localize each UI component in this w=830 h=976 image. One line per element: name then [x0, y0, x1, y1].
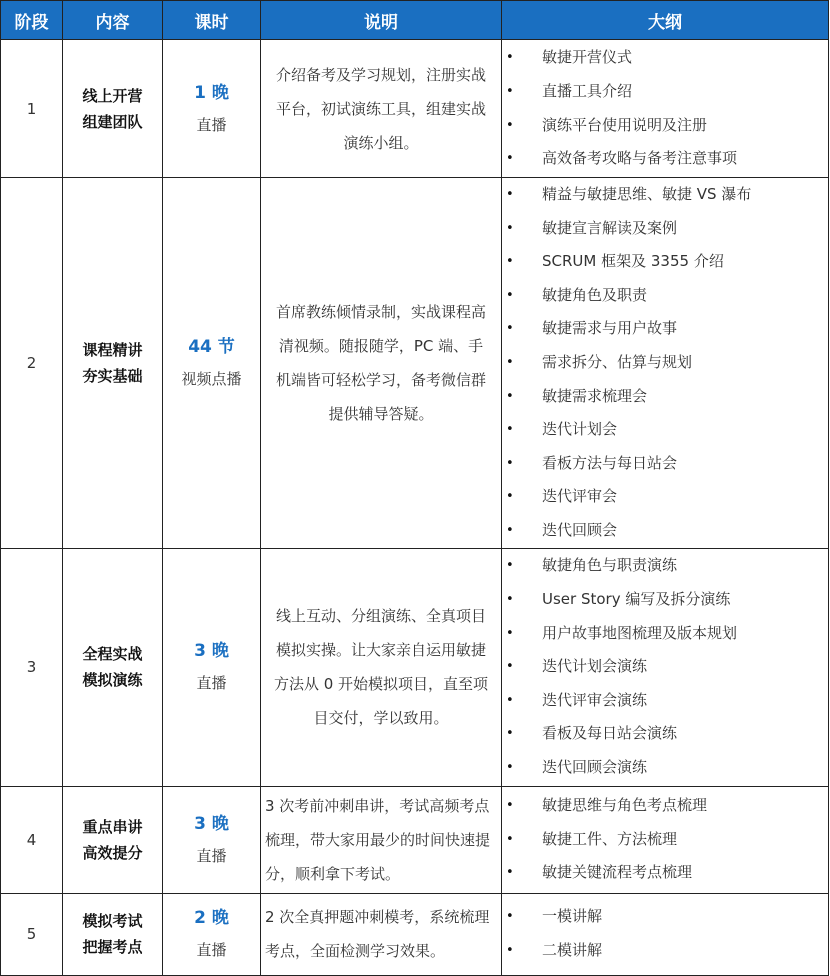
outline-list — [502, 549, 828, 784]
outline-item — [502, 212, 828, 246]
bullet-icon: • — [506, 254, 514, 270]
outline-item — [502, 823, 828, 857]
stage-outline — [502, 548, 829, 786]
outline-item-label: 需求拆分、估算与规划 — [542, 352, 693, 371]
content-line: 夯实基础 — [82, 366, 143, 385]
stage-outline — [502, 178, 829, 549]
bullet-icon: • — [506, 760, 514, 776]
outline-list — [502, 900, 828, 967]
bullet-icon: • — [506, 798, 514, 814]
bullet-icon: • — [506, 151, 514, 167]
table-row — [1, 40, 829, 178]
content-line: 把握考点 — [82, 938, 143, 957]
outline-item — [502, 549, 828, 583]
outline-item-label: 迭代回顾会 — [542, 520, 618, 539]
bullet-icon: • — [506, 592, 514, 608]
stage-description — [261, 786, 502, 893]
stage-outline — [502, 786, 829, 893]
outline-item-label: 一模讲解 — [542, 907, 603, 926]
hours-format: 直播 — [196, 941, 227, 960]
outline-item-label: 用户故事地图梳理及版本规划 — [542, 623, 738, 642]
bullet-icon: • — [506, 422, 514, 438]
hours-format: 直播 — [196, 115, 227, 134]
outline-item-label: 看板方法与每日站会 — [542, 453, 678, 472]
outline-item-label: 精益与敏捷思维、敏捷 VS 瀑布 — [542, 185, 752, 203]
stage-content — [63, 786, 163, 893]
bullet-icon: • — [506, 354, 514, 370]
outline-item — [502, 789, 828, 823]
content-line: 重点串讲 — [82, 817, 143, 836]
table-row — [1, 893, 829, 975]
header-content: 内容 — [63, 1, 163, 40]
description-text: 线上互动、分组演练、全真项目模拟实操。让大家亲自运用敏捷方法从 0 开始模拟项目，直至项目交付，学以致用。 — [273, 607, 489, 728]
outline-item-label: 看板及每日站会演练 — [542, 724, 678, 743]
stage-description — [261, 178, 502, 549]
outline-item-label: 二模讲解 — [542, 941, 603, 960]
bullet-icon: • — [506, 659, 514, 675]
outline-item — [502, 650, 828, 684]
hours-format: 直播 — [196, 674, 227, 693]
outline-item — [502, 514, 828, 548]
outline-item — [502, 41, 828, 75]
bullet-icon: • — [506, 522, 514, 538]
outline-item — [502, 684, 828, 718]
description-text: 2 次全真押题冲刺模考，系统梳理考点，全面检测学习效果。 — [265, 908, 490, 961]
outline-item-label: 迭代评审会 — [542, 487, 618, 506]
stage-hours — [163, 548, 261, 786]
outline-item — [502, 178, 828, 212]
bullet-icon: • — [506, 287, 514, 303]
content-line: 模拟演练 — [82, 671, 143, 690]
stage-outline — [502, 40, 829, 178]
outline-item — [502, 751, 828, 785]
hours-format: 直播 — [196, 846, 227, 865]
outline-item-label: User Story 编写及拆分演练 — [542, 590, 731, 609]
stage-number: 5 — [1, 893, 63, 975]
outline-list — [502, 178, 828, 548]
stage-number: 3 — [1, 548, 63, 786]
stage-hours — [163, 178, 261, 549]
hours-amount: 1 晚 — [194, 82, 229, 103]
outline-item — [502, 142, 828, 176]
outline-item — [502, 447, 828, 481]
header-description: 说明 — [261, 1, 502, 40]
stage-number: 4 — [1, 786, 63, 893]
header-hours: 课时 — [163, 1, 261, 40]
outline-item-label: 敏捷需求梳理会 — [542, 386, 648, 405]
outline-item-label: 敏捷工件、方法梳理 — [542, 829, 678, 848]
bullet-icon: • — [506, 692, 514, 708]
outline-item — [502, 900, 828, 934]
stage-content — [63, 548, 163, 786]
stage-hours — [163, 40, 261, 178]
bullet-icon: • — [506, 943, 514, 959]
outline-item-label: 敏捷开营仪式 — [542, 48, 633, 67]
stage-description — [261, 893, 502, 975]
bullet-icon: • — [506, 909, 514, 925]
outline-item — [502, 480, 828, 514]
outline-item-label: 敏捷角色及职责 — [542, 285, 648, 304]
outline-item-label: 迭代计划会 — [542, 420, 618, 439]
outline-item — [502, 583, 828, 617]
outline-item — [502, 934, 828, 968]
outline-item — [502, 245, 828, 279]
stage-content — [63, 178, 163, 549]
outline-item-label: 敏捷需求与用户故事 — [542, 319, 678, 338]
stage-content — [63, 893, 163, 975]
content-line: 高效提分 — [82, 843, 143, 862]
outline-item-label: 直播工具介绍 — [542, 81, 633, 100]
outline-item — [502, 717, 828, 751]
stage-number: 2 — [1, 178, 63, 549]
bullet-icon: • — [506, 50, 514, 66]
stage-outline — [502, 893, 829, 975]
outline-item — [502, 279, 828, 313]
bullet-icon: • — [506, 117, 514, 133]
hours-amount: 44 节 — [188, 336, 235, 357]
description-text: 介绍备考及学习规划，注册实战平台，初试演练工具，组建实战演练小组。 — [275, 65, 486, 152]
hours-amount: 2 晚 — [194, 908, 229, 929]
bullet-icon: • — [506, 321, 514, 337]
header-row — [1, 1, 829, 40]
bullet-icon: • — [506, 187, 514, 202]
bullet-icon: • — [506, 83, 514, 99]
outline-item-label: 高效备考攻略与备考注意事项 — [542, 149, 738, 168]
hours-amount: 3 晚 — [194, 813, 229, 834]
outline-item-label: 敏捷思维与角色考点梳理 — [542, 796, 708, 815]
bullet-icon: • — [506, 489, 514, 505]
outline-item — [502, 856, 828, 890]
content-line: 课程精讲 — [82, 340, 143, 359]
outline-item-label: 迭代计划会演练 — [542, 657, 648, 676]
bullet-icon: • — [506, 865, 514, 881]
table-row — [1, 178, 829, 549]
bullet-icon: • — [506, 625, 514, 641]
outline-item-label: 敏捷关键流程考点梳理 — [542, 863, 693, 882]
content-line: 组建团队 — [82, 112, 143, 131]
description-text: 3 次考前冲刺串讲，考试高频考点梳理，带大家用最少的时间快速提分，顺利拿下考试。 — [265, 796, 491, 883]
outline-item — [502, 346, 828, 380]
outline-item-label: 敏捷宣言解读及案例 — [542, 218, 678, 237]
stage-hours — [163, 893, 261, 975]
outline-list — [502, 789, 828, 890]
outline-item — [502, 380, 828, 414]
stage-description — [261, 40, 502, 178]
outline-list — [502, 41, 828, 175]
outline-item — [502, 413, 828, 447]
bullet-icon: • — [506, 388, 514, 404]
stage-content — [63, 40, 163, 178]
table-row — [1, 548, 829, 786]
bullet-icon: • — [506, 726, 514, 742]
content-line: 模拟考试 — [82, 912, 143, 931]
content-line: 全程实战 — [82, 645, 143, 664]
header-outline: 大纲 — [502, 1, 829, 40]
outline-item-label: SCRUM 框架及 3355 介绍 — [542, 252, 724, 271]
bullet-icon: • — [506, 455, 514, 471]
stage-hours — [163, 786, 261, 893]
table-row — [1, 786, 829, 893]
description-text: 首席教练倾情录制，实战课程高清视频。随报随学，PC 端、手机端皆可轻松学习，备考微信群提供辅导答疑。 — [275, 302, 486, 423]
bullet-icon: • — [506, 220, 514, 236]
bullet-icon: • — [506, 558, 514, 574]
outline-item-label: 迭代评审会演练 — [542, 690, 648, 709]
stage-number: 1 — [1, 40, 63, 178]
outline-item-label: 演练平台使用说明及注册 — [542, 115, 708, 134]
outline-item — [502, 109, 828, 143]
content-line: 线上开营 — [82, 86, 143, 105]
outline-item — [502, 617, 828, 651]
hours-format: 视频点播 — [181, 369, 242, 388]
bullet-icon: • — [506, 831, 514, 847]
outline-item-label: 迭代回顾会演练 — [542, 758, 648, 777]
outline-item — [502, 75, 828, 109]
hours-amount: 3 晚 — [194, 641, 229, 662]
stage-description — [261, 548, 502, 786]
outline-item — [502, 312, 828, 346]
outline-item-label: 敏捷角色与职责演练 — [542, 556, 678, 575]
header-stage: 阶段 — [1, 1, 63, 40]
